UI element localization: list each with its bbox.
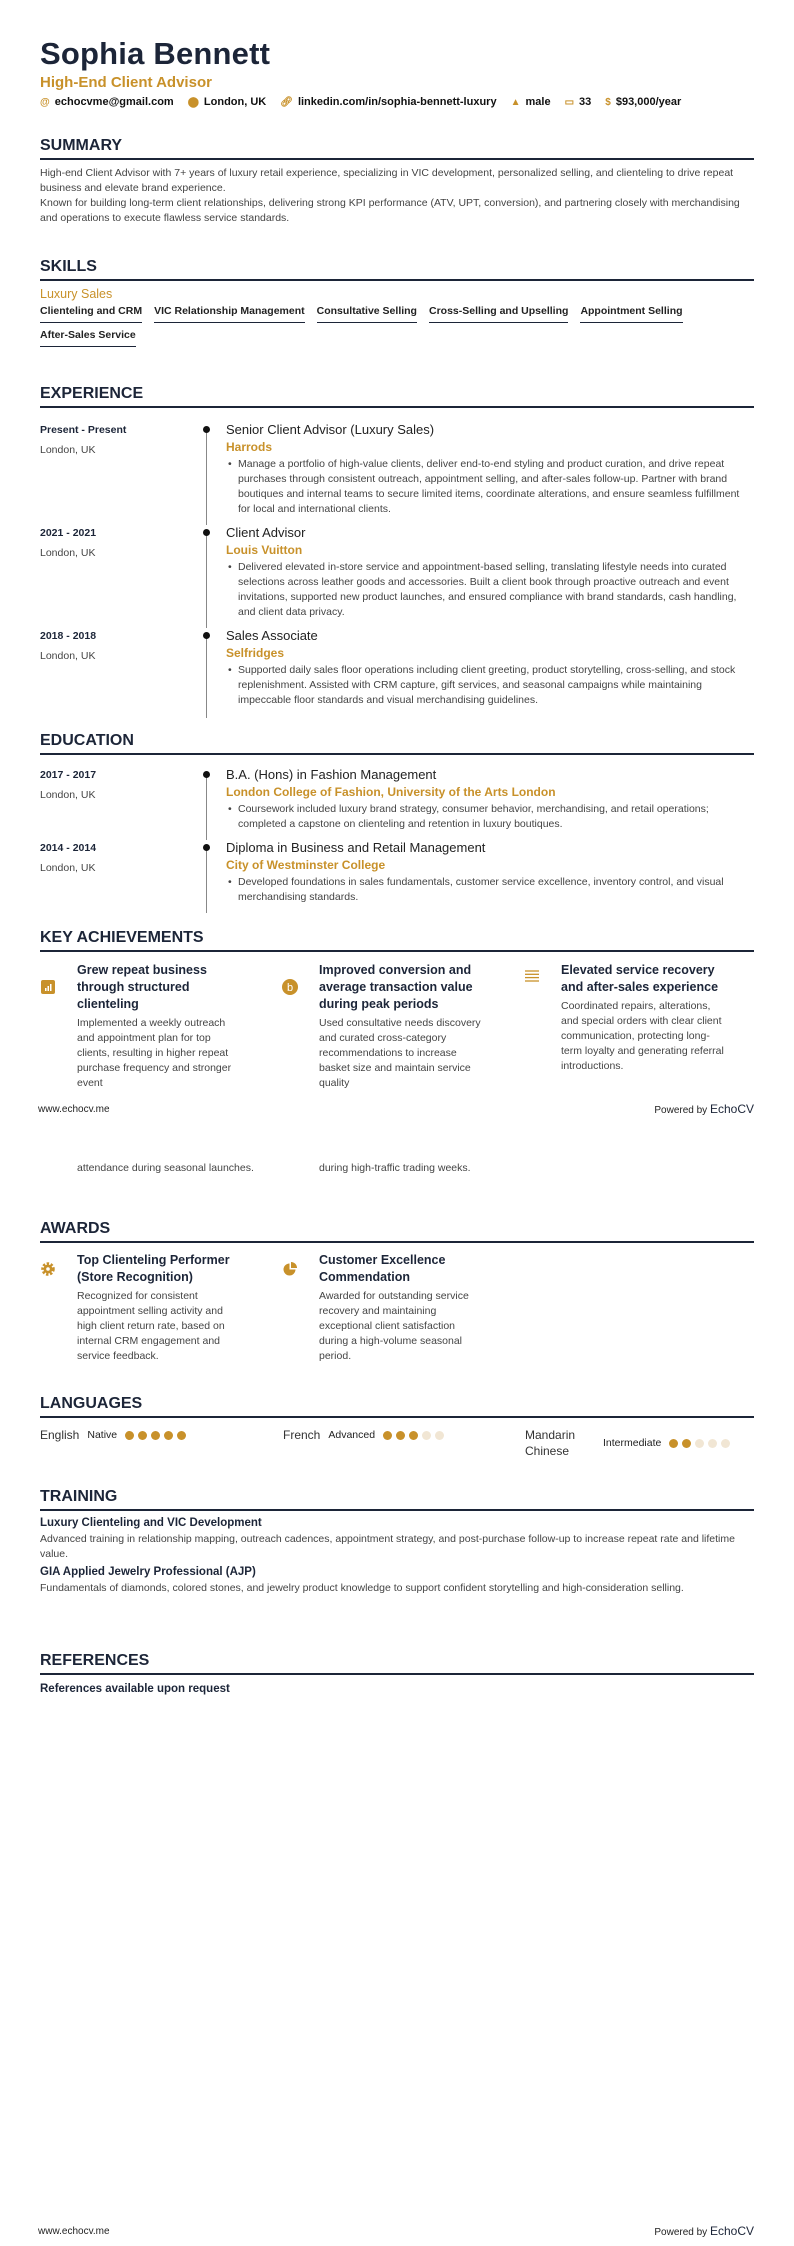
person-icon: ▲ [510, 96, 521, 108]
achievement-card [282, 962, 482, 1091]
rating-dot-filled [409, 1431, 418, 1440]
summary-paragraph: Known for building long-term client relationships, delivering strong KPI performance (ATV, UPT, conversion), and partnering closely with merchandising and operations to execute flawless service standards. [40, 197, 740, 224]
entry-bullet: • Supported daily sales floor operations including client greeting, product storytelling, cross-selling, and stock replenishment. Assisted with CRM capture, gift services, and seasonal campaigns while maintaining impeccable floor standards and visual merchandising guidelines. [226, 663, 754, 708]
footer-powered [654, 1102, 754, 1116]
entry-date: Present - Present [40, 424, 127, 436]
contact-salary [605, 96, 681, 108]
entry-degree: Diploma in Business and Retail Management [226, 840, 486, 855]
dollar-coin-icon: $ [605, 96, 611, 108]
training-desc: Fundamentals of diamonds, colored stones, and jewelry product knowledge to support confident storytelling and high-consideration selling. [40, 1582, 684, 1594]
award-card [40, 1252, 240, 1364]
linkedin-text: linkedin.com/in/sophia-bennett-luxury [297, 96, 497, 108]
skill-tag: VIC Relationship Management [154, 305, 305, 323]
entry-date: 2017 - 2017 [40, 769, 97, 781]
location-pin-icon: ⬤ [187, 96, 199, 108]
award-desc: Recognized for consistent appointment selling activity and high client return rate, based on internal CRM engagement and service feedback. [77, 1290, 225, 1362]
language-level: Advanced [328, 1429, 376, 1441]
entry-org: Harrods [226, 440, 273, 454]
rating-dot-empty [435, 1431, 444, 1440]
language-level: Native [87, 1429, 118, 1441]
rating-dot-filled [138, 1431, 147, 1440]
achievements-section [40, 929, 754, 1129]
rating-dot-filled [125, 1431, 134, 1440]
timeline-line [206, 635, 207, 718]
contact-email[interactable] [40, 96, 174, 108]
svg-text:b: b [286, 982, 294, 994]
rating-dot-filled [396, 1431, 405, 1440]
skill-list [40, 305, 754, 347]
language-rating [383, 1431, 444, 1440]
section-heading: EXPERIENCE [40, 385, 754, 408]
gender-text: male [525, 96, 551, 108]
award-title: Customer Excellence Commendation [319, 1253, 446, 1284]
skill-tag: Consultative Selling [317, 305, 417, 323]
timeline-dot [203, 844, 210, 851]
entry-location: London, UK [40, 650, 96, 662]
skill-tag: Cross-Selling and Upselling [429, 305, 568, 323]
rating-dot-filled [164, 1431, 173, 1440]
section-heading: AWARDS [40, 1220, 754, 1243]
entry-bullet: • Developed foundations in sales fundamentals, customer service excellence, inventory control, and visual merchandising standards. [226, 875, 754, 905]
training-desc: Advanced training in relationship mapping, outreach cadences, appointment strategy, and post-purchase follow-up to increase repeat rate and lifetime value. [40, 1533, 735, 1560]
at-icon: @ [40, 96, 50, 108]
skill-category: Luxury Sales [40, 287, 113, 301]
awards-section [40, 1220, 754, 1380]
achievement-desc: Implemented a weekly outreach and appointment plan for top clients, resulting in higher repeat purchase frequency and stronger event [77, 1017, 232, 1089]
rating-dot-filled [177, 1431, 186, 1440]
achievement-title: Improved conversion and average transaction value during peak periods [319, 963, 473, 1011]
education-entry [40, 842, 754, 915]
rating-dot-empty [721, 1439, 730, 1448]
entry-bullet: • Manage a portfolio of high-value clients, deliver end-to-end styling and product curation, and drive repeat purchases through consistent outreach, appointment selling, and after-sales follow-up. Partner with brand boutiques and internal teams to secure limited items, coordinate alterations, and ensure seamless fulfillment for local and international clients. [226, 457, 754, 517]
achievement-desc-continued: during high-traffic trading weeks. [319, 1162, 471, 1174]
location-text: London, UK [203, 96, 267, 108]
footer-site[interactable]: www.echocv.me [38, 1104, 110, 1115]
experience-entry [40, 527, 754, 630]
section-heading: SUMMARY [40, 137, 754, 160]
entry-role: Client Advisor [226, 525, 306, 540]
powered-by-text: Powered by [654, 1105, 708, 1116]
references-section [40, 1652, 754, 1695]
achievement-desc-continued: attendance during seasonal launches. [77, 1162, 254, 1174]
entry-school: London College of Fashion, University of the Arts London [226, 785, 556, 799]
skill-tag: Appointment Selling [580, 305, 682, 323]
currency-coin-icon [282, 979, 298, 995]
entry-date: 2014 - 2014 [40, 842, 97, 854]
education-section [40, 732, 754, 915]
pie-chart-icon [282, 1261, 298, 1277]
achievement-title: Elevated service recovery and after-sales experience [561, 963, 719, 994]
experience-section [40, 385, 754, 720]
language-name: English [40, 1428, 80, 1442]
language-item [40, 1427, 186, 1443]
entry-date: 2018 - 2018 [40, 630, 97, 642]
rating-dot-filled [682, 1439, 691, 1448]
section-heading: KEY ACHIEVEMENTS [40, 929, 754, 952]
contact-location [188, 96, 267, 108]
brand-logo-text: EchoCV [709, 1102, 754, 1116]
entry-bullet: • Delivered elevated in-store service and appointment-based selling, translating lifestyle needs into curated selections across leather goods and accessories. Built a client book through proactive outreach and event invitations, supported new product launches, and ensured compliance with brand standards, cash handling, and client data privacy. [226, 560, 754, 620]
language-rating [669, 1439, 730, 1448]
salary-text: $93,000/year [615, 96, 682, 108]
timeline-dot [203, 632, 210, 639]
brand-logo-text: EchoCV [709, 2224, 754, 2238]
gear-icon [40, 1261, 56, 1277]
entry-school: City of Westminster College [226, 858, 386, 872]
footer-powered [654, 2224, 754, 2238]
job-title: High-End Client Advisor [40, 74, 212, 91]
entry-date: 2021 - 2021 [40, 527, 97, 539]
entry-location: London, UK [40, 444, 96, 456]
entry-role: Sales Associate [226, 628, 318, 643]
award-desc: Awarded for outstanding service recovery and maintaining exceptional client satisfaction during a high-volume seasonal period. [319, 1290, 469, 1362]
achievement-card [40, 962, 240, 1091]
entry-location: London, UK [40, 789, 96, 801]
section-heading: LANGUAGES [40, 1395, 754, 1418]
experience-entry [40, 630, 754, 720]
contact-gender [511, 96, 551, 108]
language-item [525, 1427, 730, 1459]
entry-org: Selfridges [226, 646, 285, 660]
language-name: French [283, 1428, 321, 1442]
rating-dot-empty [695, 1439, 704, 1448]
entry-location: London, UK [40, 862, 96, 874]
candidate-name: Sophia Bennett [40, 36, 271, 71]
rating-dot-filled [669, 1439, 678, 1448]
section-heading: SKILLS [40, 258, 754, 281]
powered-by-text: Powered by [654, 2227, 708, 2238]
training-title: GIA Applied Jewelry Professional (AJP) [40, 1566, 256, 1578]
rating-dot-filled [151, 1431, 160, 1440]
timeline-line [206, 429, 207, 525]
entry-degree: B.A. (Hons) in Fashion Management [226, 767, 437, 782]
timeline-dot [203, 426, 210, 433]
timeline-dot [203, 529, 210, 536]
rating-dot-empty [422, 1431, 431, 1440]
language-level: Intermediate [603, 1437, 662, 1449]
training-section [40, 1488, 754, 1596]
email-text: echocvme@gmail.com [54, 96, 174, 108]
section-heading: TRAINING [40, 1488, 754, 1511]
language-rating [125, 1431, 186, 1440]
entry-org: Louis Vuitton [226, 543, 303, 557]
education-entry [40, 769, 754, 842]
timeline-line [206, 532, 207, 628]
achievement-title: Grew repeat business through structured clienteling [77, 963, 207, 1011]
list-lines-icon [524, 968, 540, 984]
languages-section [40, 1395, 754, 1465]
skill-tag: After-Sales Service [40, 329, 136, 347]
training-title: Luxury Clienteling and VIC Development [40, 1517, 262, 1529]
summary-section [40, 137, 754, 226]
skill-tag: Clienteling and CRM [40, 305, 142, 323]
rating-dot-empty [708, 1439, 717, 1448]
achievement-card [524, 962, 724, 1074]
achievement-desc: Coordinated repairs, alterations, and special orders with clear client communication, protecting long-term loyalty and generating referral introductions. [561, 1000, 724, 1072]
language-item [283, 1427, 444, 1443]
summary-paragraph: High-end Client Advisor with 7+ years of luxury retail experience, specializing in VIC development, personalized selling, and clienteling to drive repeat business and elevate brand experience. [40, 167, 734, 194]
language-name: Mandarin Chinese [525, 1428, 576, 1458]
link-icon: 🔗︎ [280, 96, 293, 108]
award-card [282, 1252, 482, 1364]
bar-chart-icon [40, 979, 56, 995]
section-heading: REFERENCES [40, 1652, 754, 1675]
timeline-line [206, 847, 207, 913]
section-heading: EDUCATION [40, 732, 754, 755]
contact-age [565, 96, 592, 108]
references-text: References available upon request [40, 1683, 230, 1695]
entry-bullet: • Coursework included luxury brand strategy, consumer behavior, merchandising, and retail operations; completed a capstone on clienteling and retention in luxury boutiques. [226, 802, 754, 832]
timeline-line [206, 774, 207, 840]
rating-dot-filled [383, 1431, 392, 1440]
achievement-desc: Used consultative needs discovery and curated cross-category recommendations to increase basket size and maintain service quality [319, 1017, 481, 1089]
entry-role: Senior Client Advisor (Luxury Sales) [226, 422, 435, 437]
contact-bar [40, 96, 681, 108]
award-title: Top Clienteling Performer (Store Recognition) [77, 1253, 230, 1284]
contact-linkedin[interactable] [280, 96, 496, 108]
timeline-dot [203, 771, 210, 778]
experience-entry [40, 424, 754, 527]
skills-section [40, 258, 754, 347]
age-text: 33 [579, 96, 592, 108]
entry-location: London, UK [40, 547, 96, 559]
footer-site[interactable]: www.echocv.me [38, 2226, 110, 2237]
calendar-icon: ▭ [564, 96, 575, 108]
